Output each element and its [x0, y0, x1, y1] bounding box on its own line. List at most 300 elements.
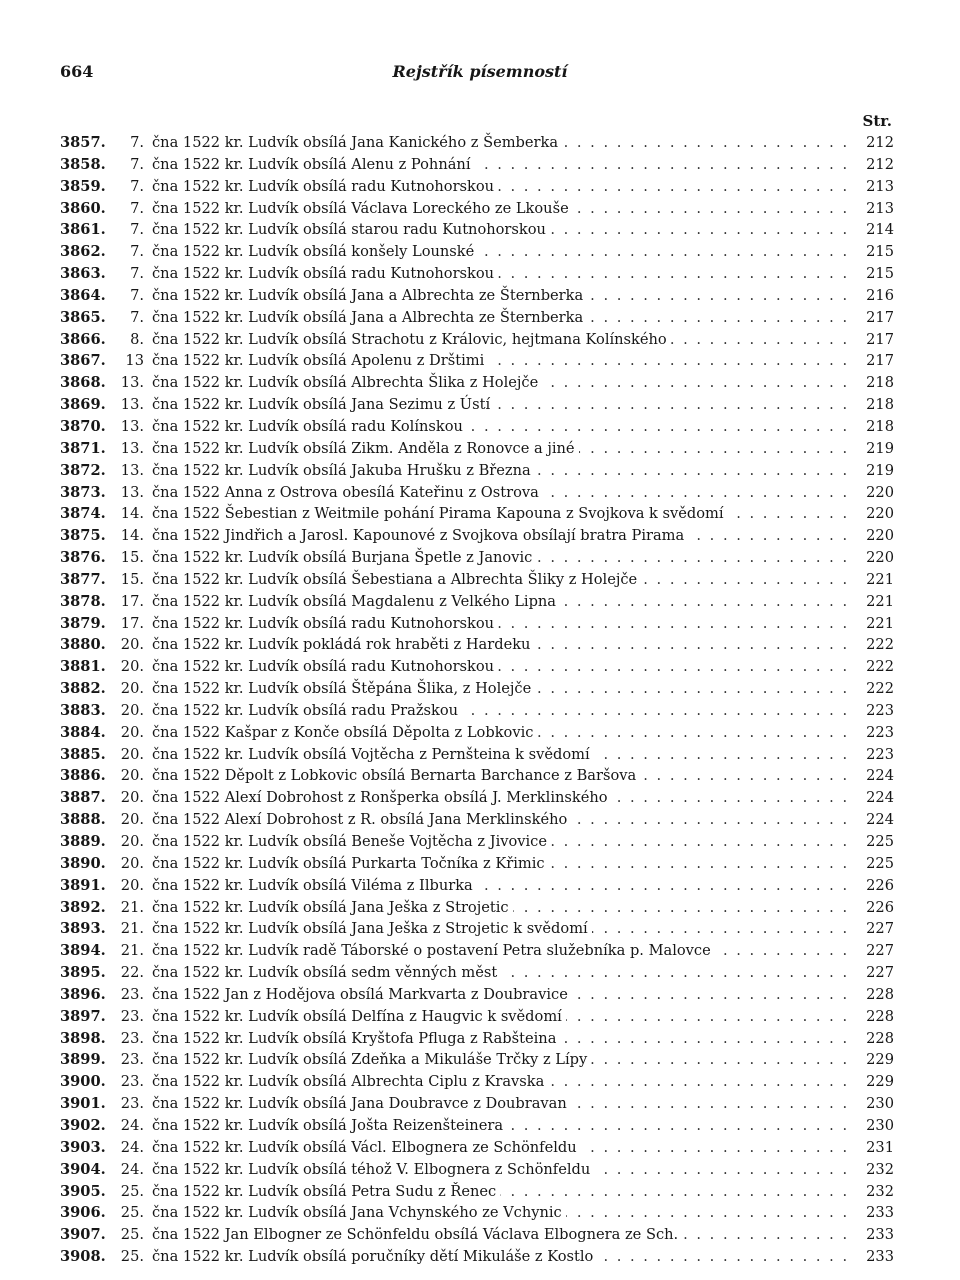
- entry-text: čna 1522 Jan Elbogner ze Schönfeldu obsílá Václava Elbognera ze Sch.: [152, 1226, 682, 1243]
- entry-number: 3867.: [60, 352, 106, 370]
- register-entry: [60, 176, 894, 198]
- entry-text-wrap: [152, 1181, 854, 1203]
- entry-page: 220: [854, 547, 894, 569]
- entry-number: 3869.: [60, 396, 106, 414]
- entry-day: 13.: [120, 417, 144, 435]
- entry-text: čna 1522 Anna z Ostrova obesílá Kateřinu z Ostrova: [152, 484, 543, 501]
- entry-text-wrap: [152, 1049, 854, 1071]
- entry-number: 3858.: [60, 155, 106, 173]
- entry-text: čna 1522 kr. Ludvík obsílá Beneše Vojtěcha z Jivovice: [152, 833, 551, 850]
- entry-number: 3904.: [60, 1160, 106, 1178]
- register-entry: [60, 132, 894, 154]
- entry-number: 3866.: [60, 330, 106, 348]
- entry-day: 21.: [120, 920, 144, 938]
- entry-number: 3885.: [60, 745, 106, 763]
- entry-text-wrap: [152, 154, 854, 176]
- entry-text-wrap: [152, 809, 854, 831]
- entry-text-wrap: [152, 722, 854, 744]
- entry-page: 227: [854, 918, 894, 940]
- entry-day: 20.: [120, 636, 144, 654]
- entry-day: 7.: [130, 134, 144, 151]
- entry-text-wrap: [152, 219, 854, 241]
- entry-text: čna 1522 kr. Ludvík obsílá Viléma z Ilburka: [152, 877, 477, 894]
- entry-page: 225: [854, 831, 894, 853]
- entry-day: 17.: [120, 592, 144, 610]
- entry-number: 3908.: [60, 1248, 106, 1266]
- entry-page: 213: [854, 198, 894, 220]
- entry-text: čna 1522 Jindřich a Jarosl. Kapounové z Svojkova obsílají bratra Pirama: [152, 527, 688, 544]
- register-entry: [60, 1246, 894, 1268]
- entry-text-wrap: [152, 591, 854, 613]
- register-entry: [60, 1049, 894, 1071]
- entry-day: 23.: [120, 1095, 144, 1113]
- entry-text-wrap: [152, 875, 854, 897]
- entry-text-wrap: [152, 1028, 854, 1050]
- entry-text-wrap: [152, 700, 854, 722]
- entry-text: čna 1522 kr. Ludvík obsílá Albrechta Ciplu z Kravska: [152, 1073, 548, 1090]
- entry-day: 20.: [120, 833, 144, 850]
- entry-text-wrap: [152, 962, 854, 984]
- entry-text: čna 1522 kr. Ludvík obsílá Zdeňka a Mikuláše Trčky z Lípy: [152, 1051, 591, 1068]
- register-entry: [60, 613, 894, 635]
- entry-day: 7.: [130, 286, 144, 304]
- entry-page: 220: [854, 482, 894, 504]
- entry-number: 3864.: [60, 286, 106, 304]
- register-entry: [60, 831, 894, 853]
- entry-number: 3863.: [60, 265, 106, 283]
- register-entry: [60, 241, 894, 263]
- entry-page: 233: [854, 1224, 894, 1246]
- running-title: Rejstřík písemností: [392, 62, 568, 81]
- entry-text: čna 1522 kr. Ludvík obsílá sedm věnných měst: [152, 964, 501, 981]
- entry-text: čna 1522 Alexí Dobrohost z Ronšperka obsílá J. Merklinského: [152, 789, 612, 806]
- entry-text: čna 1522 kr. Ludvík obsílá Jakuba Hrušku z Března: [152, 462, 535, 479]
- entry-page: 223: [854, 744, 894, 766]
- entry-day: 20.: [120, 745, 144, 763]
- entry-text: čna 1522 kr. Ludvík obsílá Jana Sezimu z Ústí: [152, 396, 494, 413]
- register-entry: [60, 503, 894, 525]
- entry-number: 3865.: [60, 308, 106, 326]
- register-entry: [60, 263, 894, 285]
- entry-text-wrap: [152, 656, 854, 678]
- entry-page: 230: [854, 1093, 894, 1115]
- register-entry: [60, 1224, 894, 1246]
- entry-page: 218: [854, 394, 894, 416]
- register-entry: [60, 394, 894, 416]
- entry-text-wrap: [152, 678, 854, 700]
- entry-text-wrap: [152, 918, 854, 940]
- entry-text: čna 1522 kr. Ludvík pokládá rok hraběti z Hardeku: [152, 636, 534, 653]
- entry-page: 228: [854, 1028, 894, 1050]
- entry-number: 3871.: [60, 439, 106, 457]
- entry-day: 7.: [130, 177, 144, 195]
- entry-day: 22.: [120, 964, 144, 982]
- entry-text: čna 1522 kr. Ludvík obsílá Jana Vchynského ze Vchynic: [152, 1204, 566, 1221]
- register-entry: [60, 1071, 894, 1093]
- register-entry: [60, 940, 894, 962]
- entry-number: 3887.: [60, 789, 106, 807]
- entry-page: 220: [854, 525, 894, 547]
- entry-day: 20.: [120, 767, 144, 785]
- entry-number: 3891.: [60, 876, 106, 894]
- entry-text: čna 1522 kr. Ludvík obsílá Purkarta Točníka z Křimic: [152, 855, 549, 872]
- entry-text-wrap: [152, 372, 854, 394]
- entry-page: 223: [854, 700, 894, 722]
- entry-day: 13.: [120, 439, 144, 457]
- register-entry: [60, 460, 894, 482]
- entry-text: čna 1522 kr. Ludvík obsílá Strachotu z Královic, hejtmana Kolínského: [152, 331, 671, 348]
- entry-page: 226: [854, 875, 894, 897]
- entry-text: čna 1522 kr. Ludvík obsílá radu Pražskou: [152, 702, 462, 719]
- register-list: [60, 132, 894, 1268]
- entry-day: 13: [125, 352, 144, 370]
- register-entry: [60, 329, 894, 351]
- entry-day: 24.: [120, 1116, 144, 1134]
- entry-day: 20.: [120, 680, 144, 698]
- register-entry: [60, 525, 894, 547]
- entry-day: 23.: [120, 985, 144, 1003]
- page-number: 664: [60, 62, 94, 81]
- entry-text: čna 1522 kr. Ludvík obsílá Jana a Albrechta ze Šternberka: [152, 309, 587, 326]
- entry-day: 23.: [120, 1029, 144, 1047]
- entry-text-wrap: [152, 765, 854, 787]
- entry-text: čna 1522 kr. Ludvík obsílá radu Kutnohorskou: [152, 658, 498, 675]
- entry-page: 215: [854, 263, 894, 285]
- register-entry: [60, 984, 894, 1006]
- register-entry: [60, 591, 894, 613]
- entry-text: čna 1522 kr. Ludvík obsílá Jana Kanického z Šemberka: [152, 134, 562, 151]
- register-entry: [60, 853, 894, 875]
- register-entry: [60, 765, 894, 787]
- entry-day: 23.: [120, 1073, 144, 1091]
- entry-page: 224: [854, 787, 894, 809]
- entry-text: čna 1522 kr. Ludvík obsílá Kryštofa Pfluga z Rabšteina: [152, 1030, 560, 1047]
- entry-text-wrap: [152, 176, 854, 198]
- entry-page: 232: [854, 1159, 894, 1181]
- register-entry: [60, 307, 894, 329]
- entry-text-wrap: [152, 634, 854, 656]
- entry-text: čna 1522 kr. Ludvík obsílá Petra Sudu z Řenec: [152, 1183, 500, 1200]
- entry-number: 3898.: [60, 1029, 106, 1047]
- entry-number: 3882.: [60, 680, 106, 698]
- register-entry: [60, 154, 894, 176]
- entry-day: 13.: [120, 461, 144, 479]
- entry-text-wrap: [152, 525, 854, 547]
- entry-text-wrap: [152, 569, 854, 591]
- entry-page: 233: [854, 1246, 894, 1268]
- register-entry: [60, 875, 894, 897]
- entry-page: 227: [854, 962, 894, 984]
- entry-number: 3900.: [60, 1073, 106, 1091]
- entry-text: čna 1522 kr. Ludvík obsílá radu Kolínskou: [152, 418, 467, 435]
- entry-page: 223: [854, 722, 894, 744]
- entry-number: 3876.: [60, 549, 106, 567]
- entry-text-wrap: [152, 787, 854, 809]
- register-entry: [60, 897, 894, 919]
- entry-text: čna 1522 kr. Ludvík obsílá Václava Loreckého ze Lkouše: [152, 200, 573, 217]
- entry-text-wrap: [152, 547, 854, 569]
- entry-day: 13.: [120, 396, 144, 414]
- entry-page: 225: [854, 853, 894, 875]
- entry-number: 3905.: [60, 1182, 106, 1200]
- entry-number: 3868.: [60, 374, 106, 392]
- entry-page: 228: [854, 1006, 894, 1028]
- entry-day: 13.: [120, 374, 144, 392]
- entry-text: čna 1522 kr. Ludvík obsílá Šebestiana a Albrechta Šliky z Holejče: [152, 571, 641, 588]
- entry-day: 25.: [120, 1226, 144, 1244]
- entry-number: 3890.: [60, 854, 106, 872]
- entry-text-wrap: [152, 460, 854, 482]
- entry-page: 221: [854, 569, 894, 591]
- entry-page: 218: [854, 372, 894, 394]
- entry-text-wrap: [152, 285, 854, 307]
- entry-page: 212: [854, 132, 894, 154]
- register-entry: [60, 569, 894, 591]
- entry-page: 217: [854, 307, 894, 329]
- entry-text-wrap: [152, 482, 854, 504]
- register-entry: [60, 1028, 894, 1050]
- entry-day: 25.: [120, 1182, 144, 1200]
- entry-text-wrap: [152, 132, 854, 154]
- entry-page: 228: [854, 984, 894, 1006]
- register-entry: [60, 547, 894, 569]
- register-entry: [60, 722, 894, 744]
- entry-day: 21.: [120, 942, 144, 960]
- register-entry: [60, 634, 894, 656]
- register-entry: [60, 678, 894, 700]
- entry-text-wrap: [152, 394, 854, 416]
- register-entry: [60, 1006, 894, 1028]
- register-entry: [60, 438, 894, 460]
- entry-page: 219: [854, 460, 894, 482]
- entry-text-wrap: [152, 198, 854, 220]
- entry-day: 25.: [120, 1204, 144, 1222]
- entry-number: 3857.: [60, 134, 106, 151]
- entry-page: 217: [854, 329, 894, 351]
- entry-text-wrap: [152, 1093, 854, 1115]
- entry-number: 3903.: [60, 1138, 106, 1156]
- entry-day: 14.: [120, 527, 144, 545]
- entry-text-wrap: [152, 416, 854, 438]
- entry-number: 3895.: [60, 964, 106, 982]
- entry-number: 3906.: [60, 1204, 106, 1222]
- entry-text: čna 1522 kr. Ludvík obsílá Jošta Reizenšteinera: [152, 1117, 507, 1134]
- register-entry: [60, 285, 894, 307]
- entry-page: 232: [854, 1181, 894, 1203]
- entry-number: 3907.: [60, 1226, 106, 1244]
- entry-text: čna 1522 Jan z Hodějova obsílá Markvarta z Doubravice: [152, 986, 572, 1003]
- register-entry: [60, 744, 894, 766]
- entry-day: 17.: [120, 614, 144, 632]
- entry-page: 218: [854, 416, 894, 438]
- entry-number: 3881.: [60, 658, 106, 676]
- entry-day: 7.: [130, 155, 144, 173]
- entry-day: 20.: [120, 658, 144, 676]
- entry-number: 3879.: [60, 614, 106, 632]
- entry-text-wrap: [152, 1071, 854, 1093]
- entry-text: čna 1522 kr. Ludvík obsílá Jana Doubravce z Doubravan: [152, 1095, 571, 1112]
- entry-page: 220: [854, 503, 894, 525]
- entry-text-wrap: [152, 831, 854, 853]
- entry-text: čna 1522 kr. Ludvík obsílá starou radu Kutnohorskou: [152, 221, 550, 238]
- entry-number: 3880.: [60, 636, 106, 654]
- entry-day: 20.: [120, 876, 144, 894]
- entry-page: 224: [854, 765, 894, 787]
- register-entry: [60, 1181, 894, 1203]
- register-entry: [60, 1137, 894, 1159]
- entry-text-wrap: [152, 438, 854, 460]
- page-column-label: Str.: [862, 112, 892, 130]
- entry-text: čna 1522 kr. Ludvík obsílá Jana Ješka z Strojetic: [152, 899, 513, 916]
- entry-number: 3889.: [60, 833, 106, 850]
- entry-text-wrap: [152, 613, 854, 635]
- entry-number: 3875.: [60, 527, 106, 545]
- entry-page: 212: [854, 154, 894, 176]
- entry-text: čna 1522 kr. Ludvík obsílá Apolenu z Drštimi: [152, 352, 488, 369]
- entry-day: 7.: [130, 221, 144, 239]
- register-entry: [60, 700, 894, 722]
- entry-day: 15.: [120, 570, 144, 588]
- entry-page: 224: [854, 809, 894, 831]
- entry-day: 20.: [120, 701, 144, 719]
- entry-page: 230: [854, 1115, 894, 1137]
- entry-text-wrap: [152, 853, 854, 875]
- entry-page: 213: [854, 176, 894, 198]
- entry-page: 222: [854, 656, 894, 678]
- entry-number: 3860.: [60, 199, 106, 217]
- entry-number: 3896.: [60, 985, 106, 1003]
- entry-text: čna 1522 kr. Ludvík obsílá radu Kutnohorskou: [152, 178, 498, 195]
- entry-number: 3873.: [60, 483, 106, 501]
- entry-text-wrap: [152, 1006, 854, 1028]
- entry-number: 3884.: [60, 723, 106, 741]
- register-entry: [60, 962, 894, 984]
- entry-text: čna 1522 kr. Ludvík radě Táborské o postavení Petra služebníka p. Malovce: [152, 942, 715, 959]
- register-entry: [60, 918, 894, 940]
- entry-text-wrap: [152, 1202, 854, 1224]
- entry-text: čna 1522 kr. Ludvík obsílá Vojtěcha z Pernšteina k svědomí: [152, 746, 594, 763]
- entry-text: čna 1522 kr. Ludvík obsílá Jana a Albrechta ze Šternberka: [152, 287, 587, 304]
- entry-day: 7.: [130, 308, 144, 326]
- entry-page: 229: [854, 1049, 894, 1071]
- entry-text-wrap: [152, 744, 854, 766]
- entry-text-wrap: [152, 1115, 854, 1137]
- register-entry: [60, 416, 894, 438]
- entry-text: čna 1522 kr. Ludvík obsílá Zikm. Anděla z Ronovce a jiné: [152, 440, 579, 457]
- entry-day: 15.: [120, 549, 144, 567]
- entry-page: 222: [854, 634, 894, 656]
- entry-number: 3897.: [60, 1007, 106, 1025]
- entry-text: čna 1522 kr. Ludvík obsílá Alenu z Pohnání: [152, 156, 475, 173]
- entry-text: čna 1522 Alexí Dobrohost z R. obsílá Jana Merklinského: [152, 811, 571, 828]
- entry-text: čna 1522 Děpolt z Lobkovic obsílá Bernarta Barchance z Baršova: [152, 767, 640, 784]
- entry-text-wrap: [152, 984, 854, 1006]
- entry-text: čna 1522 kr. Ludvík obsílá poručníky dětí Mikuláše z Kostlo: [152, 1248, 597, 1265]
- entry-text: čna 1522 kr. Ludvík obsílá Albrechta Šlika z Holejče: [152, 374, 542, 391]
- entry-text-wrap: [152, 307, 854, 329]
- entry-number: 3893.: [60, 920, 106, 938]
- entry-page: 217: [854, 350, 894, 372]
- entry-text-wrap: [152, 1137, 854, 1159]
- entry-number: 3878.: [60, 592, 106, 610]
- entry-day: 25.: [120, 1248, 144, 1266]
- entry-text-wrap: [152, 1159, 854, 1181]
- entry-page: 231: [854, 1137, 894, 1159]
- register-entry: [60, 1093, 894, 1115]
- entry-number: 3899.: [60, 1051, 106, 1069]
- register-entry: [60, 1159, 894, 1181]
- entry-day: 21.: [120, 898, 144, 916]
- entry-number: 3862.: [60, 243, 106, 261]
- entry-day: 7.: [130, 265, 144, 283]
- entry-day: 24.: [120, 1160, 144, 1178]
- entry-text-wrap: [152, 241, 854, 263]
- entry-number: 3859.: [60, 177, 106, 195]
- register-entry: [60, 656, 894, 678]
- register-entry: [60, 482, 894, 504]
- entry-day: 14.: [120, 505, 144, 523]
- entry-page: 221: [854, 591, 894, 613]
- entry-day: 8.: [130, 330, 144, 348]
- entry-number: 3883.: [60, 701, 106, 719]
- entry-page: 215: [854, 241, 894, 263]
- entry-page: 219: [854, 438, 894, 460]
- register-entry: [60, 372, 894, 394]
- entry-text-wrap: [152, 1246, 854, 1268]
- entry-number: 3892.: [60, 898, 106, 916]
- entry-day: 20.: [120, 854, 144, 872]
- entry-text-wrap: [152, 940, 854, 962]
- entry-text: čna 1522 kr. Ludvík obsílá radu Kutnohorskou: [152, 265, 498, 282]
- entry-day: 23.: [120, 1051, 144, 1069]
- entry-text: čna 1522 kr. Ludvík obsílá Václ. Elbognera ze Schönfeldu: [152, 1139, 581, 1156]
- register-entry: [60, 350, 894, 372]
- entry-text: čna 1522 kr. Ludvík obsílá konšely Lounské: [152, 243, 478, 260]
- entry-number: 3888.: [60, 811, 106, 829]
- entry-page: 214: [854, 219, 894, 241]
- entry-text-wrap: [152, 1224, 854, 1246]
- entry-number: 3901.: [60, 1095, 106, 1113]
- entry-day: 7.: [130, 243, 144, 261]
- entry-page: 216: [854, 285, 894, 307]
- entry-day: 24.: [120, 1138, 144, 1156]
- entry-number: 3861.: [60, 221, 106, 239]
- entry-page: 226: [854, 897, 894, 919]
- entry-number: 3902.: [60, 1116, 106, 1134]
- entry-text: čna 1522 kr. Ludvík obsílá Delfína z Haugvic k svědomí: [152, 1008, 566, 1025]
- entry-number: 3874.: [60, 505, 106, 523]
- entry-text: čna 1522 Kašpar z Konče obsílá Děpolta z Lobkovic: [152, 724, 537, 741]
- entry-day: 7.: [130, 199, 144, 217]
- entry-text: čna 1522 kr. Ludvík obsílá téhož V. Elbognera z Schönfeldu: [152, 1161, 594, 1178]
- entry-number: 3870.: [60, 417, 106, 435]
- entry-number: 3894.: [60, 942, 106, 960]
- entry-text-wrap: [152, 263, 854, 285]
- entry-number: 3877.: [60, 570, 106, 588]
- register-entry: [60, 809, 894, 831]
- entry-page: 222: [854, 678, 894, 700]
- entry-text-wrap: [152, 350, 854, 372]
- entry-page: 233: [854, 1202, 894, 1224]
- entry-page: 229: [854, 1071, 894, 1093]
- entry-text: čna 1522 kr. Ludvík obsílá Magdalenu z Velkého Lipna: [152, 593, 560, 610]
- register-entry: [60, 1202, 894, 1224]
- entry-text: čna 1522 kr. Ludvík obsílá Burjana Špetle z Janovic: [152, 549, 536, 566]
- entry-text-wrap: [152, 329, 854, 351]
- entry-day: 23.: [120, 1007, 144, 1025]
- register-entry: [60, 1115, 894, 1137]
- register-entry: [60, 198, 894, 220]
